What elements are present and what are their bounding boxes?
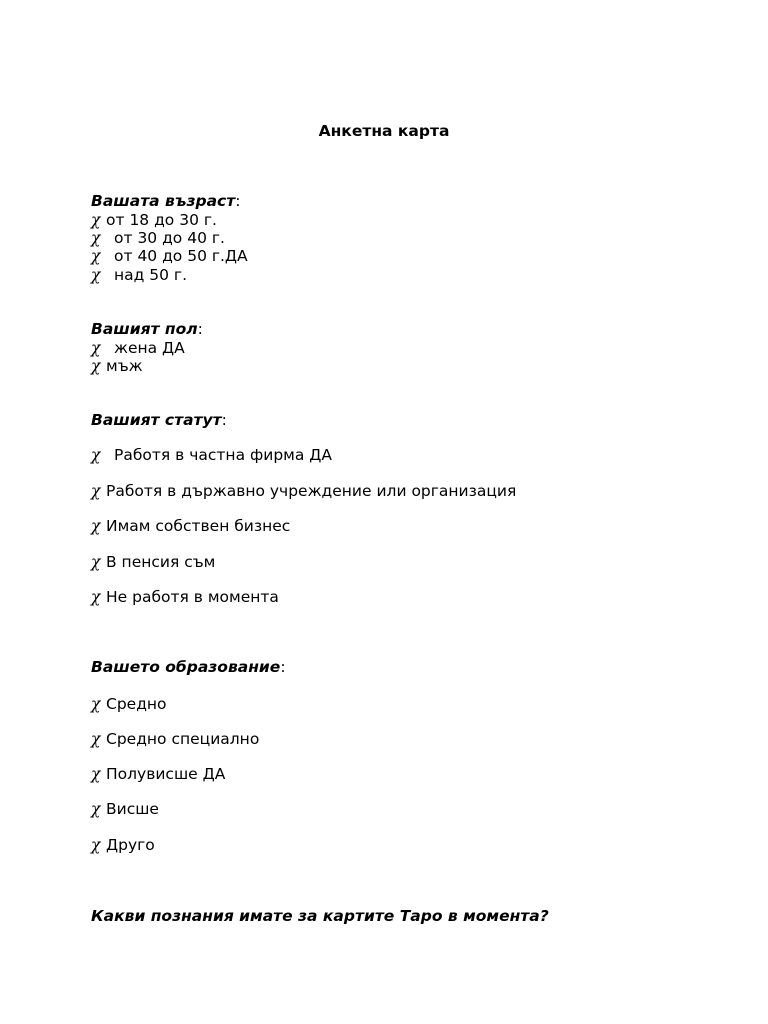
option-edu-secondary-special: χ Средно специално — [91, 730, 260, 748]
bullet-icon: χ — [91, 211, 101, 229]
option-edu-other: χ Друго — [91, 836, 155, 854]
section-heading-age: Вашата възраст: — [91, 192, 241, 210]
option-edu-secondary: χ Средно — [91, 695, 167, 713]
bullet-icon: χ — [91, 339, 101, 357]
question-tarot-knowledge: Какви познания имате за картите Таро в момента? — [91, 907, 549, 925]
option-status-business: χ Имам собствен бизнес — [91, 517, 291, 535]
section-heading-education: Вашето образование: — [91, 658, 286, 676]
bullet-icon: χ — [91, 800, 101, 818]
option-age-30-40: χ от 30 до 40 г. — [91, 229, 225, 247]
bullet-icon: χ — [91, 588, 101, 606]
bullet-icon: χ — [91, 446, 101, 464]
option-age-40-50: χ от 40 до 50 г.ДА — [91, 247, 248, 265]
option-age-18-30: χ от 18 до 30 г. — [91, 211, 217, 229]
option-edu-semi-higher: χ Полувисше ДА — [91, 765, 226, 783]
option-status-public: χ Работя в държавно учреждение или организация — [91, 482, 517, 500]
document-title: Анкетна карта — [318, 122, 450, 140]
bullet-icon: χ — [91, 730, 101, 748]
bullet-icon: χ — [91, 266, 101, 284]
bullet-icon: χ — [91, 357, 101, 375]
bullet-icon: χ — [91, 482, 101, 500]
bullet-icon: χ — [91, 517, 101, 535]
option-status-private: χ Работя в частна фирма ДА — [91, 446, 332, 464]
option-gender-female: χ жена ДА — [91, 339, 185, 357]
bullet-icon: χ — [91, 765, 101, 783]
option-status-retired: χ В пенсия съм — [91, 553, 216, 571]
bullet-icon: χ — [91, 553, 101, 571]
option-status-unemployed: χ Не работя в момента — [91, 588, 279, 606]
option-edu-higher: χ Висше — [91, 800, 159, 818]
bullet-icon: χ — [91, 836, 101, 854]
option-gender-male: χ мъж — [91, 357, 143, 375]
bullet-icon: χ — [91, 247, 101, 265]
section-heading-gender: Вашият пол: — [91, 320, 203, 338]
bullet-icon: χ — [91, 695, 101, 713]
section-heading-status: Вашият статут: — [91, 411, 227, 429]
option-age-over-50: χ над 50 г. — [91, 266, 187, 284]
bullet-icon: χ — [91, 229, 101, 247]
